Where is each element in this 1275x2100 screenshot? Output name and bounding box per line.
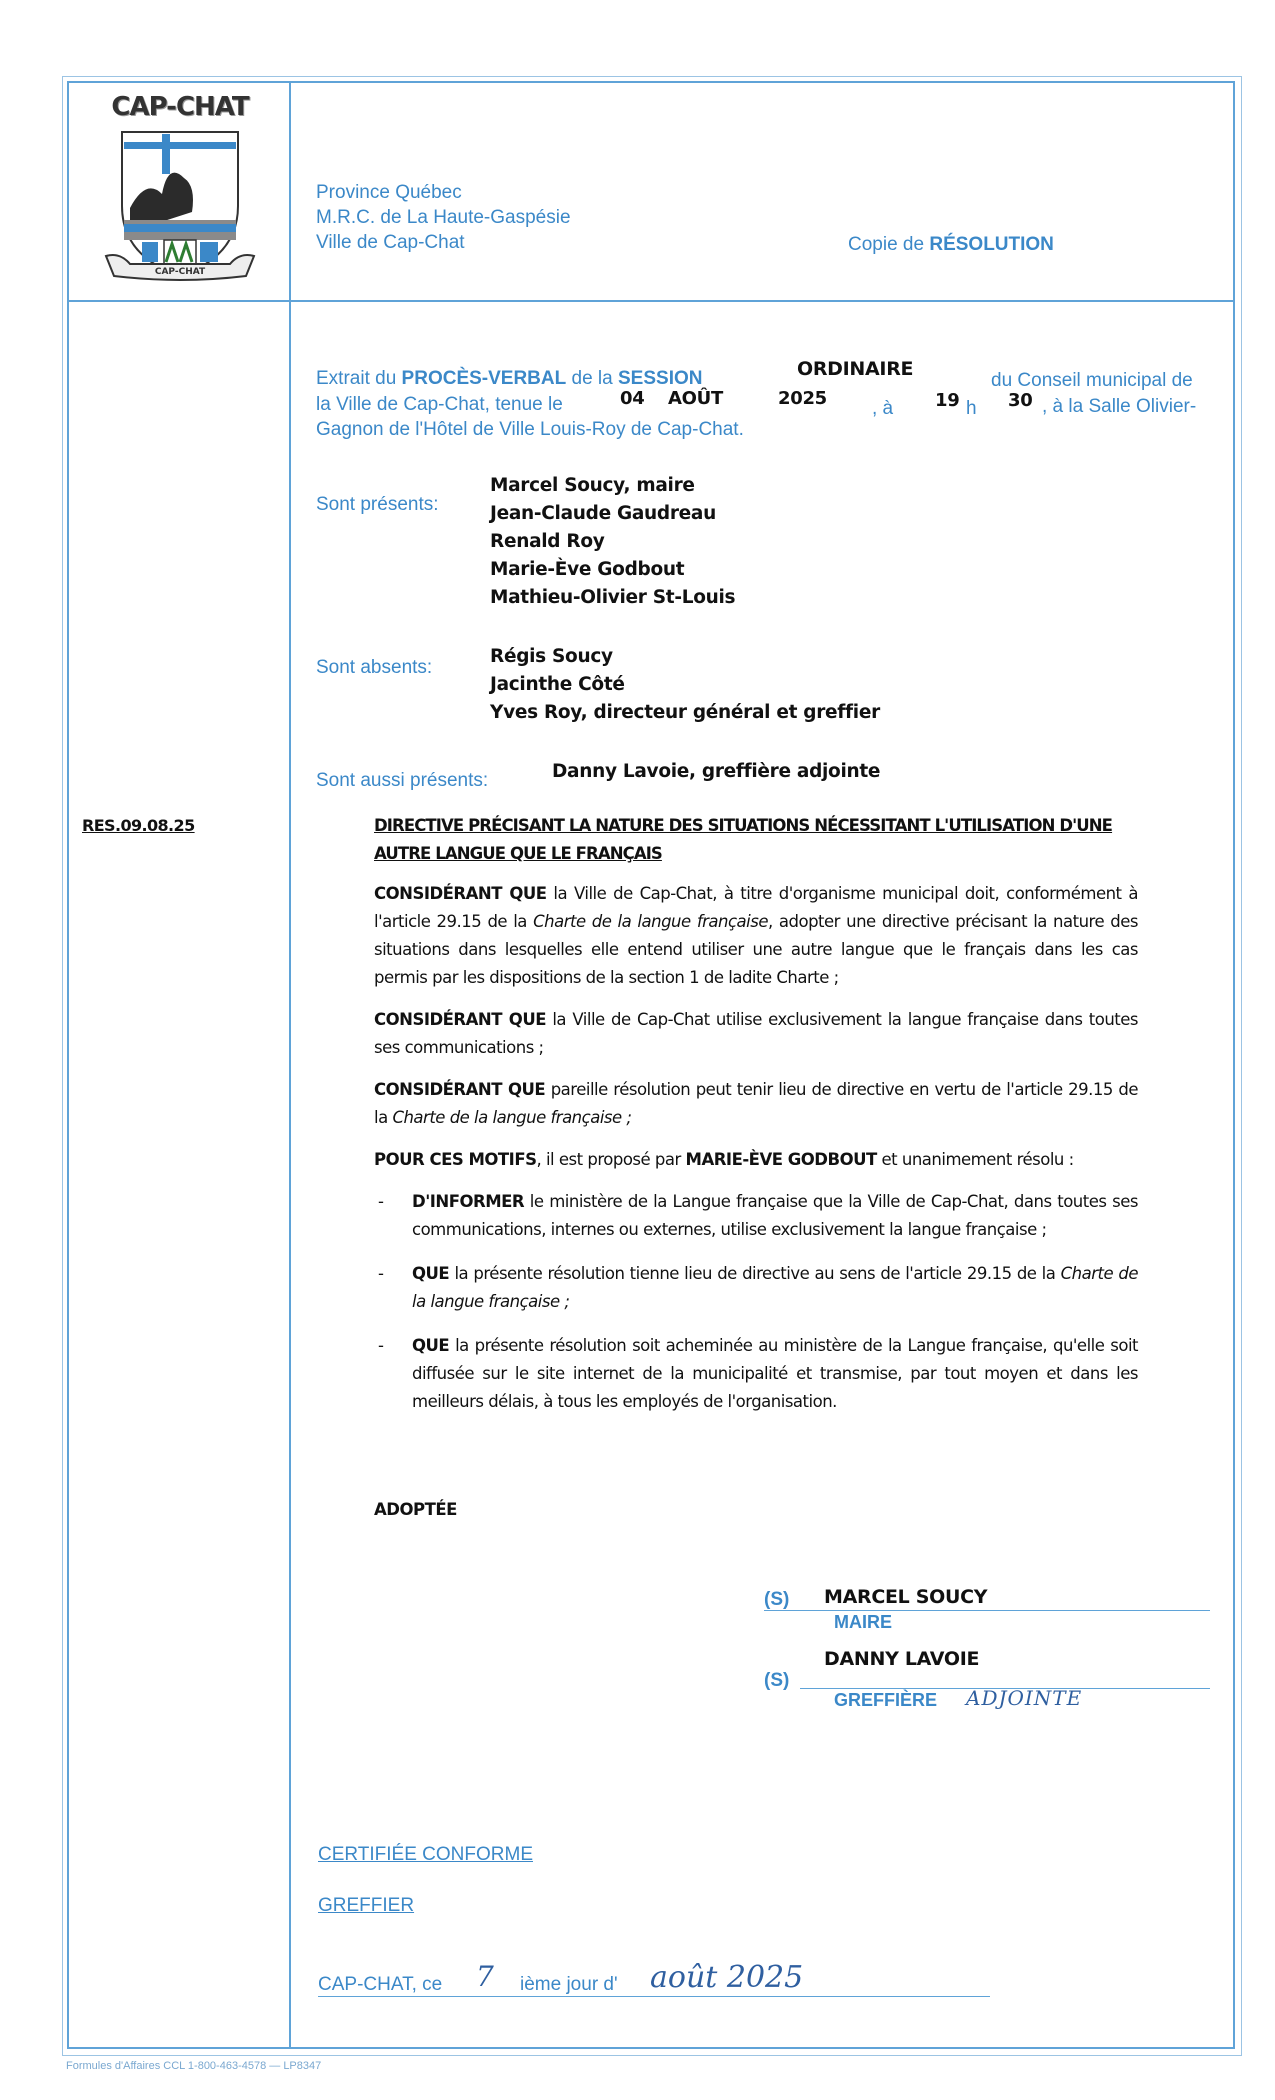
capchat-ce: CAP-CHAT, ce (318, 1974, 443, 1995)
copie-prefix: Copie de (848, 234, 925, 255)
charte-title: Charte de la langue française (533, 912, 768, 931)
header-divider (67, 300, 1235, 302)
considerant-text: la Ville de Cap-Chat, à titre d'organisme municipal doit, conformément à l'article 29.15 de la (374, 884, 1138, 931)
margin-divider (289, 81, 291, 2049)
item-text: le ministère de la Langue française que la Ville de Cap-Chat, dans toutes ses communications, internes ou externes, utilise exclusivement la langue française ; (412, 1192, 1138, 1239)
handwritten-adjointe: ADJOINTE (966, 1686, 1083, 1710)
a-text: , à (872, 398, 894, 419)
salle-text-2: Gagnon de l'Hôtel de Ville Louis-Roy de Cap-Chat. (316, 419, 744, 440)
resolution-title-line-1: DIRECTIVE PRÉCISANT LA NATURE DES SITUATIONS NÉCESSITANT L'UTILISATION D'UNE (374, 816, 1113, 835)
considerant-lead: CONSIDÉRANT QUE (374, 1010, 546, 1029)
list-item (374, 1188, 1138, 1244)
handwritten-date: août 2025 (650, 1960, 804, 1995)
considerant-3 (374, 1076, 1138, 1132)
proces-verbal-text: PROCÈS-VERBAL (401, 368, 567, 389)
signer-title-mayor: MAIRE (834, 1612, 892, 1632)
signer-title-clerk: GREFFIÈRE (834, 1690, 938, 1710)
ieme-jour-text: ième jour d' (520, 1974, 618, 1995)
resolution-title (374, 812, 1138, 868)
session-year: 2025 (778, 388, 827, 409)
copie-resolution (848, 232, 1054, 257)
considerant-lead: CONSIDÉRANT QUE (374, 1080, 546, 1099)
considerant-lead: CONSIDÉRANT QUE (374, 884, 547, 903)
extrait-text-2: de la (571, 368, 613, 389)
item-lead: D'INFORMER (412, 1192, 525, 1211)
handwritten-day: 7 (476, 1960, 494, 1993)
resolution-body (374, 812, 1138, 1432)
charte-title: Charte de la langue française ; (392, 1108, 632, 1127)
ville-text: Ville de Cap-Chat (316, 232, 465, 253)
motifs-text: et unanimement résolu : (881, 1150, 1074, 1169)
logo-banner-text: CAP-CHAT (154, 267, 206, 277)
item-text: la présente résolution tienne lieu de directive au sens de l'article 29.15 de la (454, 1264, 1056, 1283)
presents-label: Sont présents: (316, 494, 439, 515)
list-item (374, 1332, 1138, 1416)
item-lead: QUE (412, 1336, 450, 1355)
signature-mark-2: (S) (764, 1670, 790, 1691)
mrc-text: M.R.C. de La Haute-Gaspésie (316, 207, 571, 228)
considerant-2 (374, 1006, 1138, 1062)
footer-text: Formules d'Affaires CCL 1-800-463-4578 — LP8347 (66, 2060, 322, 2072)
signer-name-mayor: MARCEL SOUCY (824, 1586, 988, 1608)
session-day: 04 (620, 388, 645, 409)
member-name: Renald Roy (490, 531, 605, 552)
session-month: AOÛT (668, 388, 723, 409)
absents-list (490, 643, 880, 727)
presents-list (490, 472, 735, 612)
signature-mark-1: (S) (764, 1589, 790, 1610)
item-lead: QUE (412, 1264, 450, 1283)
conseil-text: du Conseil municipal de (991, 370, 1193, 391)
session-minutes: 30 (1008, 390, 1033, 411)
ville-tenue-text: la Ville de Cap-Chat, tenue le (316, 394, 563, 415)
list-item (374, 1260, 1138, 1316)
signer-name-clerk: DANNY LAVOIE (824, 1648, 980, 1670)
motifs-paragraph (374, 1146, 1138, 1174)
absent-name: Jacinthe Côté (490, 674, 625, 695)
signature-line-1 (764, 1610, 1210, 1611)
province-text: Province Québec (316, 182, 462, 203)
date-line (318, 1996, 990, 1997)
resolution-items (374, 1188, 1138, 1416)
resolution-number: RES.09.08.25 (82, 816, 195, 835)
absent-name: Régis Soucy (490, 646, 613, 667)
member-name: Marie-Ève Godbout (490, 559, 685, 580)
session-text: SESSION (618, 368, 703, 389)
adoptee-text: ADOPTÉE (374, 1500, 457, 1519)
session-hour: 19 (935, 390, 960, 411)
salle-text-1: , à la Salle Olivier- (1042, 396, 1197, 417)
absents-label: Sont absents: (316, 657, 433, 678)
greffier-label: GREFFIER (318, 1895, 415, 1916)
considerant-text: , adopter une directive précisant la nature des situations dans lesquelles elle entend utiliser une autre langue que le français dans les cas permis par les dispositions de la section 1 de ladite Charte ; (374, 912, 1139, 987)
copie-word: RÉSOLUTION (929, 234, 1054, 255)
certifiee-conforme: CERTIFIÉE CONFORME (318, 1844, 533, 1865)
absent-name: Yves Roy, directeur général et greffier (490, 702, 880, 723)
resolution-title-line-2: AUTRE LANGUE QUE LE FRANÇAIS (374, 844, 662, 863)
charte-title: Charte de la langue française ; (412, 1264, 1139, 1311)
item-text: la présente résolution soit acheminée au ministère de la Langue française, qu'elle soit diffusée sur le site internet de la municipalité et transmise, par tout moyen et dans les meilleurs délais, à tous les employés de l'organisation. (412, 1336, 1139, 1411)
member-name: Marcel Soucy, maire (490, 475, 695, 496)
city-logo (100, 92, 260, 290)
session-type: ORDINAIRE (797, 358, 914, 380)
considerant-1 (374, 880, 1138, 992)
coat-of-arms-icon (100, 124, 260, 284)
proposer-name: MARIE-ÈVE GODBOUT (685, 1150, 877, 1169)
aussi-presents-label: Sont aussi présents: (316, 770, 489, 791)
h-text: h (966, 398, 977, 419)
extrait-text: Extrait du (316, 368, 397, 389)
member-name: Jean-Claude Gaudreau (490, 503, 716, 524)
considerant-text: pareille résolution peut tenir lieu de directive en vertu de l'article 29.15 de la (374, 1080, 1138, 1127)
motifs-text: , il est proposé par (536, 1150, 681, 1169)
header-block (316, 180, 571, 255)
motifs-lead: POUR CES MOTIFS (374, 1150, 537, 1169)
logo-title: CAP-CHAT (111, 92, 249, 122)
member-name: Mathieu-Olivier St-Louis (490, 587, 736, 608)
aussi-present-name: Danny Lavoie, greffière adjointe (552, 761, 881, 782)
considerant-text: la Ville de Cap-Chat utilise exclusivement la langue française dans toutes ses communications ; (374, 1010, 1139, 1057)
extrait-line1 (316, 368, 702, 390)
